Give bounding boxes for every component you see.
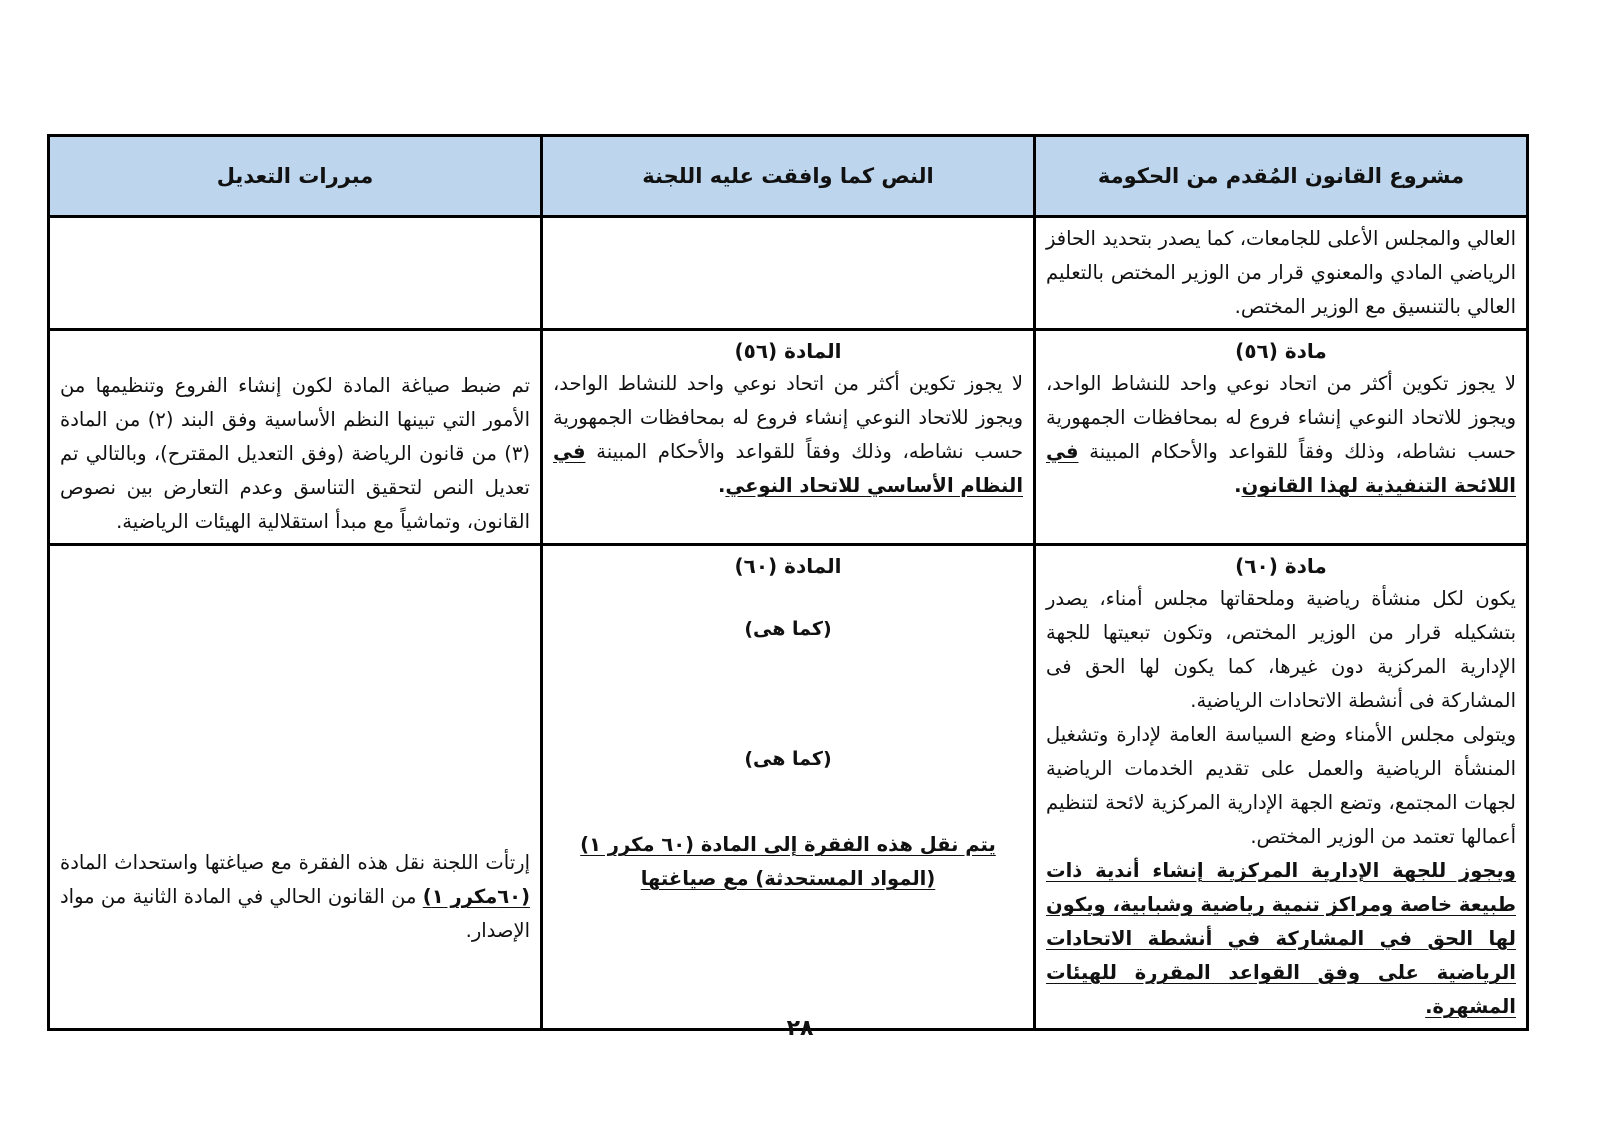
article-paragraph-2: ويتولى مجلس الأمناء وضع السياسة العامة لإدارة وتشغيل المنشأة الرياضية والعمل على تقديم الخدمات الرياضية لجهات المجتمع، وتضع الجهة الإدارية المركزية لائحة لتنظيم أعمالها تعتمد من الوزير المختص.	[1046, 723, 1516, 848]
article-body	[1046, 367, 1516, 503]
page-number: ٢٨	[786, 1016, 814, 1041]
cell-justifications	[49, 217, 542, 330]
article-title: المادة (٦٠)	[734, 554, 842, 578]
justification-text-after: من القانون الحالي في المادة الثانية من مواد الإصدار.	[60, 885, 530, 942]
article-paragraph-1: يكون لكل منشأة رياضية وملحقاتها مجلس أمناء، يصدر بتشكيله قرار من الوزير المختص، وتكون تبعيتها للجهة الإدارية المركزية دون غيرها، كما يكون لها الحق فى المشاركة فى أنشطة الاتحادات الرياضية.	[1046, 587, 1516, 712]
law-comparison-table	[47, 134, 1529, 1031]
article-title: مادة (٦٠)	[1235, 554, 1327, 578]
article-text: لا يجوز تكوين أكثر من اتحاد نوعي واحد للنشاط الواحد، ويجوز للاتحاد النوعي إنشاء فروع له بمحافظات الجمهورية حسب نشاطه، وذلك وفقاً للقواعد والأحكام المبينة	[1046, 372, 1516, 463]
article-end: .	[717, 474, 726, 497]
spacer	[60, 550, 530, 846]
cell-committee-text	[542, 217, 1035, 330]
underlined-amendment: في النظام الأساسي للاتحاد النوعي	[553, 440, 1023, 497]
article-text: لا يجوز تكوين أكثر من اتحاد نوعي واحد للنشاط الواحد، ويجوز للاتحاد النوعي إنشاء فروع له بمحافظات الجمهورية حسب نشاطه، وذلك وفقاً للقواعد والأحكام المبينة	[553, 372, 1023, 463]
cell-committee-text	[542, 330, 1035, 545]
as-is-label: (كما هى)	[744, 748, 832, 770]
cell-government-draft	[1035, 217, 1528, 330]
justification-text	[60, 846, 530, 948]
cell-justifications	[49, 545, 542, 1030]
article-paragraph-3-underlined: ويجوز للجهة الإدارية المركزية إنشاء أندية ذات طبيعة خاصة ومراكز تنمية رياضية وشبابية، ويكون لها الحق في المشاركة في أنشطة الاتحادات الرياضية على وفق القواعد المقررة للهيئات المشهرة.	[1046, 859, 1516, 1018]
cell-justifications	[49, 330, 542, 545]
article-body	[553, 367, 1023, 503]
table-row	[49, 545, 1528, 1030]
as-is-label: (كما هى)	[744, 618, 832, 640]
article-title: المادة (٥٦)	[734, 339, 842, 363]
spacer	[553, 770, 1023, 828]
government-draft-text: العالي والمجلس الأعلى للجامعات، كما يصدر بتحديد الحافز الرياضي المادي والمعنوي قرار من الوزير المختص بالتعليم العالي بالتنسيق مع الوزير المختص.	[1046, 227, 1516, 318]
article-end: .	[1234, 474, 1242, 497]
spacer	[553, 582, 1023, 618]
table-row	[49, 330, 1528, 545]
spacer	[553, 640, 1023, 748]
table-header-row	[49, 136, 1528, 217]
header-justifications: مبررات التعديل	[49, 136, 542, 217]
header-government-draft: مشروع القانون المُقدم من الحكومة	[1035, 136, 1528, 217]
spacer	[60, 335, 530, 369]
underlined-amendment: في اللائحة التنفيذية لهذا القانون	[1046, 440, 1516, 497]
cell-government-draft	[1035, 330, 1528, 545]
article-title: مادة (٥٦)	[1235, 339, 1327, 363]
justification-text-before: إرتأت اللجنة نقل هذه الفقرة مع صياغتها واستحداث المادة	[60, 851, 530, 874]
moved-paragraph-note: يتم نقل هذه الفقرة إلى المادة (٦٠ مكرر ١) (المواد المستحدثة) مع صياغتها	[580, 833, 996, 890]
new-article-reference: (٦٠مكرر ١)	[422, 885, 530, 908]
header-committee-text: النص كما وافقت عليه اللجنة	[542, 136, 1035, 217]
table-row	[49, 217, 1528, 330]
justification-text: تم ضبط صياغة المادة لكون إنشاء الفروع وتنظيمها من الأمور التي تبينها النظم الأساسية وفق البند (٢) من المادة (٣) من قانون الرياضة (وفق التعديل المقترح)، وبالتالي تم تعديل النص لتحقيق التناسق وعدم التعارض بين نصوص القانون، وتماشياً مع مبدأ استقلالية الهيئات الرياضية.	[60, 374, 530, 533]
cell-government-draft	[1035, 545, 1528, 1030]
cell-committee-text	[542, 545, 1035, 1030]
